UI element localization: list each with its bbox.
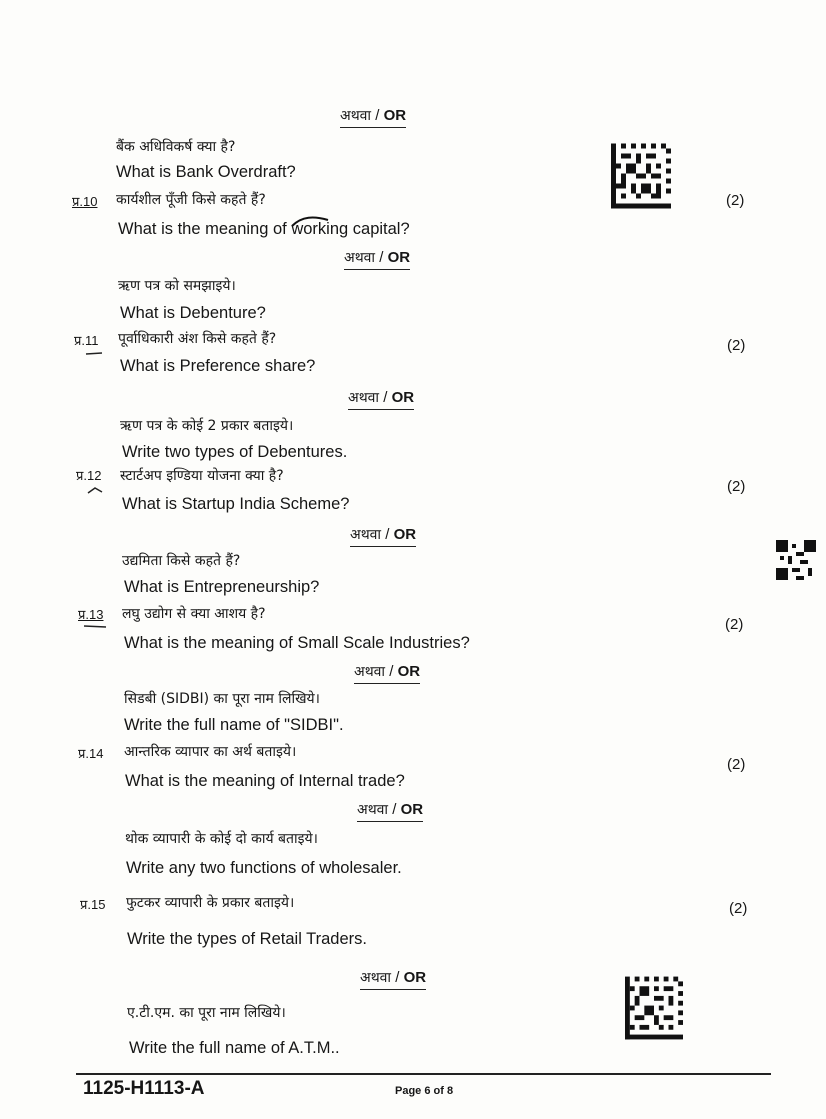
alt-q10-hindi: ऋण पत्र को समझाइये। [118,278,236,294]
marks-q10: (2) [726,192,745,209]
alt-q10-english: What is Debenture? [120,304,266,322]
alt-q11-english: Write two types of Debentures. [122,443,348,461]
pen-mark-q12 [86,485,104,495]
marks-q15: (2) [729,900,748,917]
question-10-english: What is the meaning of working capital? [118,220,410,238]
alt-q12-english: What is Entrepreneurship? [124,578,320,596]
paper-code: 1125-H1113-A [83,1078,205,1099]
pen-mark-q11 [84,349,104,357]
or-divider-5: अथवा / OR [354,662,420,684]
question-14-english: What is the meaning of Internal trade? [125,772,405,790]
footer-divider [76,1073,771,1075]
alt-q13-english: Write the full name of "SIDBI". [124,716,344,734]
question-15-hindi: फुटकर व्यापारी के प्रकार बताइये। [126,895,295,911]
question-14-hindi: आन्तरिक व्यापार का अर्थ बताइये। [124,744,297,760]
pen-mark-q13 [82,622,108,630]
alt-q9-hindi: बैंक अधिविकर्ष क्या है? [116,139,236,155]
question-11-hindi: पूर्वाधिकारी अंश किसे कहते हैं? [118,331,277,347]
datamatrix-barcode-bottom [625,975,683,1041]
question-number-10: प्र.10 [72,194,98,209]
alt-q15-english: Write the full name of A.T.M.. [129,1039,340,1057]
or-divider-1: अथवा / OR [340,106,406,128]
question-11-english: What is Preference share? [120,357,316,375]
alt-q14-english: Write any two functions of wholesaler. [126,859,402,877]
alt-q13-hindi: सिडबी (SIDBI) का पूरा नाम लिखिये। [124,691,320,707]
alt-q11-hindi: ऋण पत्र के कोई 2 प्रकार बताइये। [120,418,294,434]
question-number-11: प्र.11 [74,333,99,348]
marks-q12: (2) [727,478,746,495]
question-15-english: Write the types of Retail Traders. [127,930,367,948]
or-divider-6: अथवा / OR [357,800,423,822]
question-12-hindi: स्टार्टअप इण्डिया योजना क्या है? [120,468,284,484]
or-divider-7: अथवा / OR [360,968,426,990]
question-10-hindi: कार्यशील पूँजी किसे कहते हैं? [116,192,266,208]
pen-mark-q10 [290,214,330,228]
qr-code-side [776,540,816,580]
alt-q9-english: What is Bank Overdraft? [116,163,296,181]
question-13-hindi: लघु उद्योग से क्या आशय है? [122,606,266,622]
question-number-15: प्र.15 [80,897,106,912]
alt-q14-hindi: थोक व्यापारी के कोई दो कार्य बताइये। [125,831,318,847]
question-number-13: प्र.13 [78,607,104,622]
or-divider-3: अथवा / OR [348,388,414,410]
question-12-english: What is Startup India Scheme? [122,495,350,513]
marks-q13: (2) [725,616,744,633]
marks-q14: (2) [727,756,746,773]
question-number-12: प्र.12 [76,468,102,483]
or-divider-4: अथवा / OR [350,525,416,547]
question-13-english: What is the meaning of Small Scale Industries? [124,634,470,652]
page-number: Page 6 of 8 [395,1085,454,1097]
alt-q12-hindi: उद्यमिता किसे कहते हैं? [122,553,241,569]
or-divider-2: अथवा / OR [344,248,410,270]
question-number-14: प्र.14 [78,746,104,761]
marks-q11: (2) [727,337,746,354]
datamatrix-barcode-top [611,143,671,209]
alt-q15-hindi: ए.टी.एम. का पूरा नाम लिखिये। [127,1005,286,1021]
